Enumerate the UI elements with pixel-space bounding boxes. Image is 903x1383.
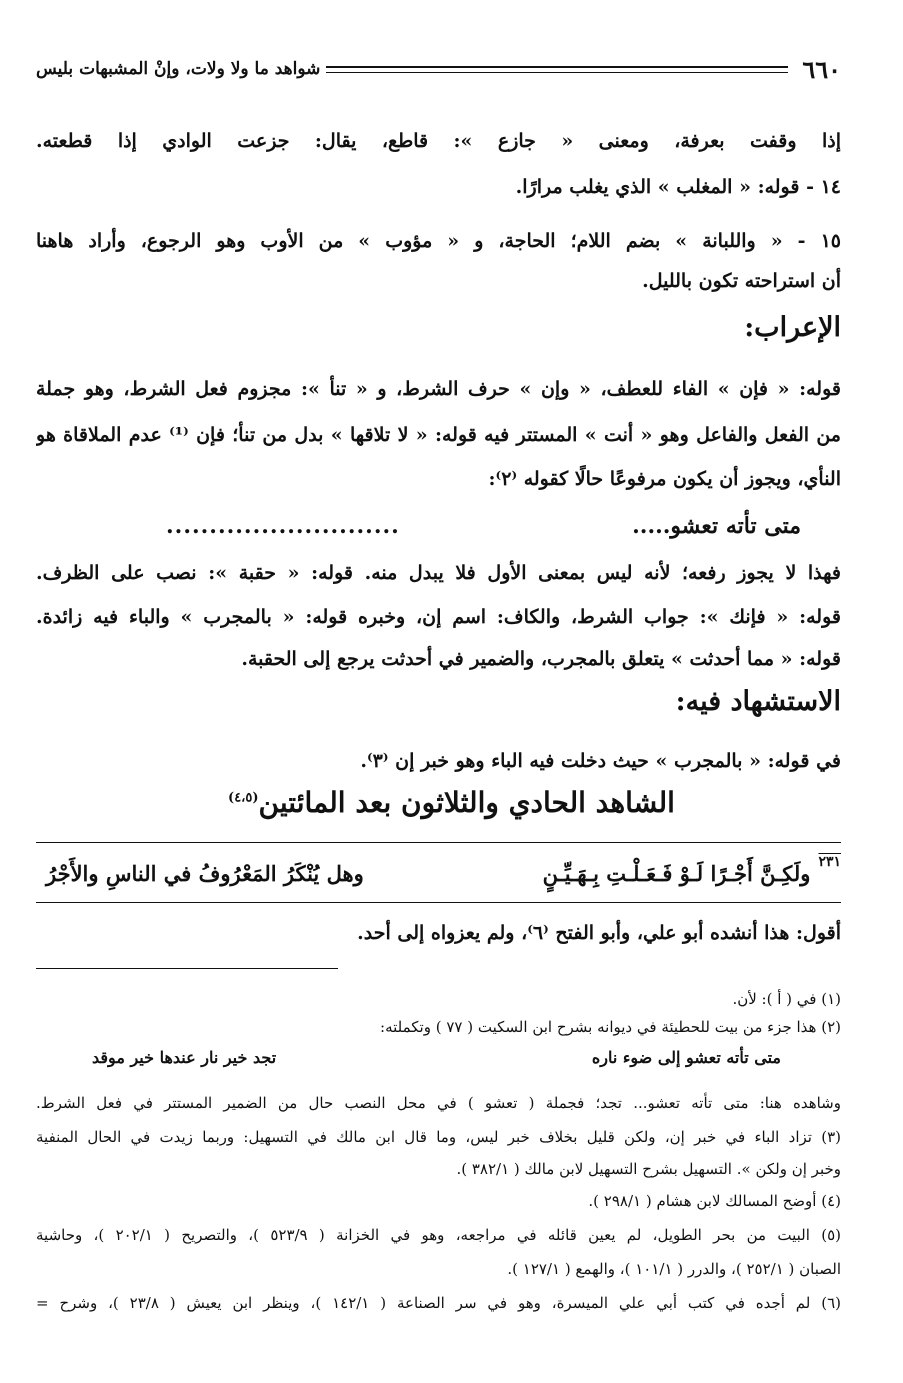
shahid-title-text: الشاهد الحادي والثلاثون بعد المائتين [258,786,675,819]
page-number: ٦٦٠ [802,54,841,84]
footnote: (٣) تزاد الباء في خبر إن، ولكن قليل بخلاف خبر ليس، وما قال ابن مالك في التسهيل: وربما زيدت في الحال المنفية [36,1128,841,1146]
i3rab-heading: الإعراب: [744,312,841,343]
commentary-line: أقول: هذا أنشده أبو علي، وأبو الفتح ⁽٦⁾، ولم يعزواه إلى أحد. [357,922,841,944]
footnote: (٤) أوضح المسالك لابن هشام ( ٢٩٨/١ ). [588,1192,841,1210]
footnote-verse-hemistich-1: متى تأته تعشو إلى ضوء ناره [591,1047,781,1067]
footnote-verse [36,1042,841,1072]
poem-fragment-text: متى تأته تعشو..... [632,513,801,539]
footnote-separator [36,968,338,969]
running-title: شواهد ما ولا ولات، وإنْ المشبهات بليس [36,59,321,79]
footnote: الصبان ( ٢٥٢/١ )، والدرر ( ١٠١/١ )، والهمع ( ١٢٧/١ ). [507,1260,841,1278]
footnote: (١) في ( أ ): لأن. [732,990,841,1008]
verse-hemistich-2: وهل يُنْكَرُ المَعْرُوفُ في الناسِ والأَجْرُ [46,860,364,886]
footnote: (٢) هذا جزء من بيت للحطيئة في ديوانه بشرح ابن السكيت ( ٧٧ ) وتكملته: [380,1018,841,1036]
body-line: ١٤ - قوله: « المغلب » الذي يغلب مرارًا. [515,176,841,198]
footnote-verse-hemistich-2: تجد خير نار عندها خير موقد [92,1047,277,1067]
footnote: (٥) البيت من بحر الطويل، لم يعين قائله في مراجعه، وهو في الخزانة ( ٥٢٣/٩ )، والتصريح ( ٢٠٢/١ )، وحاشية [36,1226,841,1244]
poem-fragment [36,506,841,546]
verse-line [36,848,841,898]
verse-hemistich-1: ولَكِـنَّ أَجْـرًا لَـوْ فَـعَـلْـتِ بِـهَـيِّـنٍ [542,860,811,886]
body-line: أن استراحته تكون بالليل. [642,270,841,292]
i3rab-line: فهذا لا يجوز رفعه؛ لأنه ليس بمعنى الأول فلا يبدل منه. قوله: « حقبة »: نصب على الظرف. [36,562,841,584]
running-header [36,54,841,84]
verse-rule-bottom [36,902,841,903]
poem-fragment-dots: ........................... [166,513,400,539]
i3rab-line: قوله: « فإنك »: جواب الشرط، والكاف: اسم إن، وخبره قوله: « بالمجرب » والباء فيه زائدة. [36,606,841,628]
i3rab-line: قوله: « مما أحدثت » يتعلق بالمجرب، والضمير في أحدثت يرجع إلى الحقبة. [241,648,841,670]
verse-rule-top [36,842,841,843]
i3rab-line: قوله: « فإن » الفاء للعطف، « وإن » حرف الشرط، و « تنأ »: مجزوم فعل الشرط، وهو جملة [36,378,841,400]
i3rab-line: من الفعل والفاعل وهو « أنت » المستتر فيه قوله: « لا تلاقها » بدل من تنأ؛ فإن ⁽¹⁾ عدم الملاقاة هو [36,424,841,446]
body-line: إذا وقفت بعرفة، ومعنى « جازع »: قاطع، يقال: جزعت الوادي إذا قطعته. [36,130,841,152]
shahid-title [36,786,867,830]
istishhad-line: في قوله: « بالمجرب » حيث دخلت فيه الباء وهو خبر إن ⁽٣⁾. [360,750,841,772]
shahid-title-notes: (٤،٥) [228,790,259,806]
footnote: (٦) لم أجده في كتب أبي علي الميسرة، وهو في سر الصناعة ( ١٤٢/١ )، وينظر ابن يعيش ( ٢٣/٨ )، وشرح = [36,1294,841,1312]
footnote: وشاهده هنا: متى تأته تعشو... تجد؛ فجملة ( تعشو ) في محل النصب حال من الضمير المستتر في فعل الشرط. [36,1094,841,1112]
i3rab-line: النأي، ويجوز أن يكون مرفوعًا حالًا كقوله ⁽٢⁾: [488,468,841,490]
body-line: ١٥ - « واللبانة » بضم اللام؛ الحاجة، و « مؤوب » من الأوب وهو الرجوع، وأراد هاهنا [36,230,841,252]
istishhad-heading: الاستشهاد فيه: [675,686,841,717]
footnote: وخبر إن ولكن ». التسهيل بشرح التسهيل لابن مالك ( ٣٨٢/١ ). [456,1160,841,1178]
verse-number: ٢٣١ [818,854,841,870]
header-rule [326,66,788,73]
